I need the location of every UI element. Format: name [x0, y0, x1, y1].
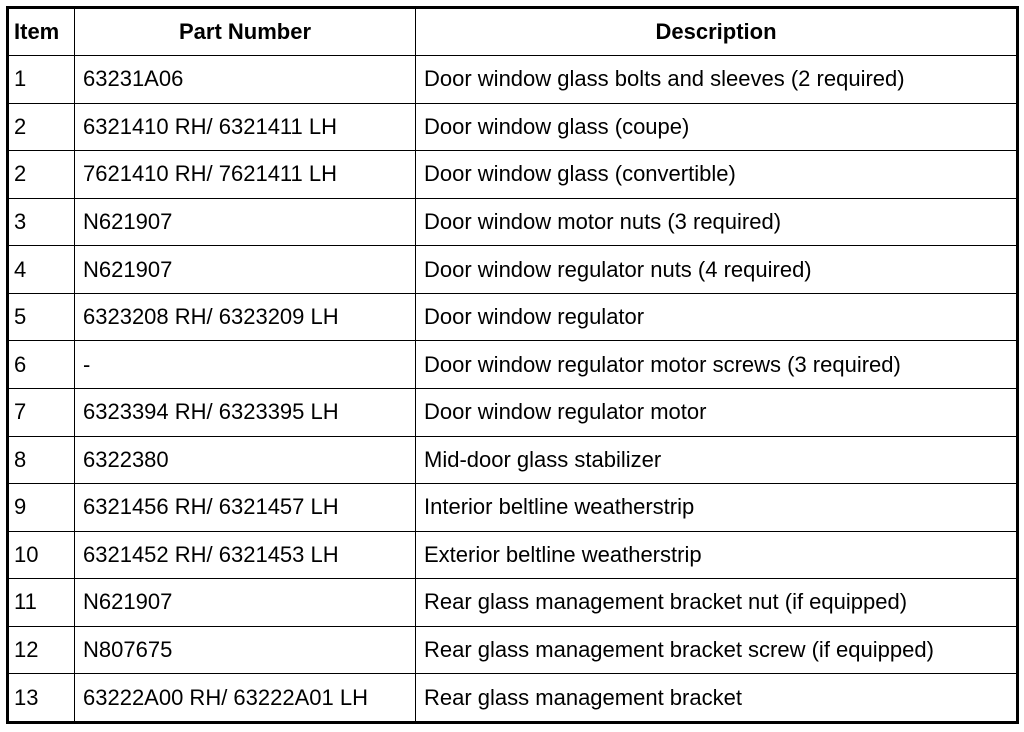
cell-description: Interior beltline weatherstrip	[416, 484, 1018, 532]
cell-part-number: N621907	[75, 198, 416, 246]
cell-description: Door window glass bolts and sleeves (2 required)	[416, 56, 1018, 104]
column-header-description: Description	[416, 8, 1018, 56]
cell-part-number: N621907	[75, 579, 416, 627]
table-row	[8, 198, 1018, 246]
cell-part-number: -	[75, 341, 416, 389]
table-row	[8, 579, 1018, 627]
column-header-part-number: Part Number	[75, 8, 416, 56]
cell-part-number: 6322380	[75, 436, 416, 484]
cell-part-number: 6321456 RH/ 6321457 LH	[75, 484, 416, 532]
table-row	[8, 388, 1018, 436]
table-header-row	[8, 8, 1018, 56]
cell-item: 3	[8, 198, 75, 246]
cell-item: 6	[8, 341, 75, 389]
cell-description: Door window motor nuts (3 required)	[416, 198, 1018, 246]
cell-part-number: 6323394 RH/ 6323395 LH	[75, 388, 416, 436]
cell-part-number: 6323208 RH/ 6323209 LH	[75, 293, 416, 341]
table-row	[8, 151, 1018, 199]
cell-item: 9	[8, 484, 75, 532]
cell-part-number: N807675	[75, 626, 416, 674]
cell-description: Door window glass (coupe)	[416, 103, 1018, 151]
table-row	[8, 531, 1018, 579]
table-row	[8, 246, 1018, 294]
cell-part-number: 7621410 RH/ 7621411 LH	[75, 151, 416, 199]
cell-item: 5	[8, 293, 75, 341]
cell-description: Exterior beltline weatherstrip	[416, 531, 1018, 579]
parts-table	[6, 6, 1019, 724]
cell-part-number: N621907	[75, 246, 416, 294]
cell-description: Mid-door glass stabilizer	[416, 436, 1018, 484]
cell-description: Door window glass (convertible)	[416, 151, 1018, 199]
cell-item: 12	[8, 626, 75, 674]
cell-item: 13	[8, 674, 75, 723]
cell-item: 10	[8, 531, 75, 579]
cell-item: 8	[8, 436, 75, 484]
cell-part-number: 6321410 RH/ 6321411 LH	[75, 103, 416, 151]
cell-description: Rear glass management bracket	[416, 674, 1018, 723]
table-row	[8, 626, 1018, 674]
cell-part-number: 6321452 RH/ 6321453 LH	[75, 531, 416, 579]
table-row	[8, 103, 1018, 151]
cell-item: 1	[8, 56, 75, 104]
cell-description: Rear glass management bracket nut (if equipped)	[416, 579, 1018, 627]
cell-item: 7	[8, 388, 75, 436]
table-row	[8, 436, 1018, 484]
cell-description: Door window regulator motor screws (3 required)	[416, 341, 1018, 389]
cell-item: 2	[8, 151, 75, 199]
table-row	[8, 293, 1018, 341]
cell-item: 2	[8, 103, 75, 151]
table-row	[8, 674, 1018, 723]
cell-description: Door window regulator nuts (4 required)	[416, 246, 1018, 294]
table-row	[8, 56, 1018, 104]
table-row	[8, 341, 1018, 389]
cell-item: 4	[8, 246, 75, 294]
cell-part-number: 63222A00 RH/ 63222A01 LH	[75, 674, 416, 723]
cell-item: 11	[8, 579, 75, 627]
column-header-item: Item	[8, 8, 75, 56]
table-row	[8, 484, 1018, 532]
cell-description: Door window regulator motor	[416, 388, 1018, 436]
cell-description: Door window regulator	[416, 293, 1018, 341]
cell-description: Rear glass management bracket screw (if equipped)	[416, 626, 1018, 674]
cell-part-number: 63231A06	[75, 56, 416, 104]
